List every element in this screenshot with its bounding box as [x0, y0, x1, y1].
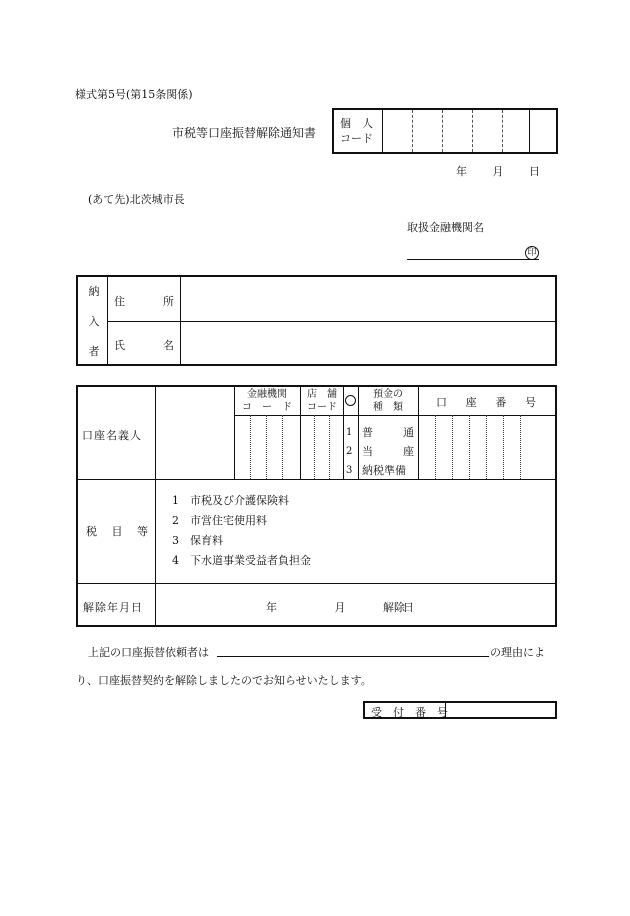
payer-heading-char: 納 [88, 285, 100, 298]
payer-heading-char: 入 [88, 315, 100, 328]
deposit-option-number: 1 [346, 427, 353, 438]
divider [418, 387, 419, 479]
circle-mark [345, 395, 356, 406]
deposit-option-char: 座 [403, 445, 414, 458]
account-number-header-char: 号 [524, 396, 536, 409]
payer-table [76, 275, 557, 366]
deposit-option-current[interactable] [362, 442, 414, 461]
page-title: 市税等口座振替解除通知書 [172, 126, 317, 140]
personal-code-label-line2: コード [340, 132, 373, 145]
digit-separator [503, 415, 504, 479]
payer-heading-char: 者 [88, 345, 100, 358]
tax-items-label-char: 等 [137, 525, 148, 538]
digit-separator [314, 415, 315, 479]
digit-separator [502, 110, 503, 152]
notice-line1-suffix: の理由によ [490, 646, 545, 659]
account-number-header-char: 番 [495, 396, 507, 409]
divider [445, 703, 446, 717]
date-day-label: 日 [529, 165, 540, 178]
divider [382, 110, 383, 152]
list-item[interactable]: 4 下水道事業受益者負担金 [172, 554, 311, 567]
tax-items-label-char: 税 [86, 525, 97, 538]
deposit-option-ordinary[interactable] [362, 423, 414, 442]
tax-items-label [86, 523, 148, 539]
notice-line1-prefix: 上記の口座振替依頼者は [88, 646, 209, 659]
digit-separator [472, 110, 473, 152]
bank-handler-signature-line[interactable] [407, 259, 539, 260]
tax-items-label-char: 目 [111, 525, 123, 538]
digit-separator [435, 415, 436, 479]
tax-items-list [172, 491, 311, 571]
form-number: 様式第5号(第15条関係) [75, 88, 193, 101]
account-table [76, 385, 557, 627]
cancel-date-year: 年 [266, 601, 277, 614]
account-holder-field[interactable] [160, 393, 230, 473]
divider [343, 387, 344, 479]
address-label [114, 293, 174, 309]
cancel-date-label: 解除年月日 [83, 601, 143, 614]
account-number-header-char: 座 [465, 396, 477, 409]
addressee: (あて先)北茨城市長 [88, 193, 185, 206]
deposit-type-header-line: 預金の [373, 389, 403, 400]
reason-field[interactable] [217, 656, 489, 657]
personal-code-box [332, 108, 558, 154]
deposit-option-numbers [346, 423, 358, 480]
address-label-char: 住 [114, 295, 125, 308]
receipt-number-label: 受 付 番 号 [371, 706, 448, 719]
bank-handler-label: 取扱金融機関名 [407, 221, 484, 234]
deposit-option-number: 2 [346, 446, 353, 457]
seal-mark: 印 [525, 246, 539, 260]
deposit-option-number: 3 [346, 465, 353, 476]
cancel-date-day: 日 [403, 601, 414, 614]
name-label-char: 氏 [114, 339, 125, 352]
digit-separator [520, 415, 521, 479]
date-month-label: 月 [492, 165, 504, 178]
personal-code-label [340, 116, 373, 146]
name-field[interactable] [186, 329, 549, 359]
receipt-number-field[interactable] [447, 703, 555, 717]
deposit-option-char: 納税準備 [362, 464, 406, 477]
deposit-option-char: 当 [362, 445, 373, 458]
address-label-char: 所 [163, 295, 174, 308]
divider [529, 110, 530, 152]
divider [155, 387, 156, 625]
bank-code-header [236, 388, 298, 414]
receipt-number-box [363, 701, 557, 719]
branch-code-header-line: コード [307, 402, 337, 413]
divider [78, 583, 555, 584]
bank-code-header-line: 金融機関 [247, 389, 287, 400]
account-number-header-char: 口 [436, 396, 447, 409]
account-holder-label: 口座名義人 [82, 429, 142, 442]
deposit-option-labels [362, 423, 414, 480]
digit-separator [486, 415, 487, 479]
name-label [114, 337, 174, 353]
cancel-date-suffix: 解除 [383, 601, 405, 614]
digit-separator [412, 110, 413, 152]
digit-separator [266, 415, 267, 479]
deposit-option-tax-reserve[interactable] [362, 461, 414, 480]
bank-code-header-line: コ ー ド [242, 402, 292, 413]
branch-code-header-line: 店 舗 [307, 389, 337, 400]
digit-separator [452, 415, 453, 479]
digit-separator [250, 415, 251, 479]
cancel-date-month: 月 [334, 601, 346, 614]
address-field[interactable] [186, 285, 549, 315]
divider [234, 387, 235, 479]
deposit-type-header [359, 388, 417, 414]
branch-code-header [301, 388, 343, 414]
deposit-option-char: 普 [362, 426, 373, 439]
digit-separator [282, 415, 283, 479]
date-year-label: 年 [456, 165, 467, 178]
digit-separator [442, 110, 443, 152]
personal-code-label-line1: 個 人 [340, 117, 373, 130]
payer-heading [87, 283, 101, 359]
account-number-header [436, 394, 536, 410]
name-label-char: 名 [163, 339, 174, 352]
divider [107, 321, 555, 322]
notice-line2: り、口座振替契約を解除しましたのでお知らせいたします。 [76, 674, 372, 687]
digit-separator [469, 415, 470, 479]
date-line [456, 163, 540, 179]
deposit-type-header-line: 種 類 [373, 402, 403, 413]
list-item[interactable]: 3 保育料 [172, 534, 223, 547]
digit-separator [329, 415, 330, 479]
deposit-option-char: 通 [403, 426, 414, 439]
divider [78, 479, 555, 480]
list-item[interactable]: 2 市営住宅使用料 [172, 514, 267, 527]
list-item[interactable]: 1 市税及び介護保険料 [172, 494, 289, 507]
